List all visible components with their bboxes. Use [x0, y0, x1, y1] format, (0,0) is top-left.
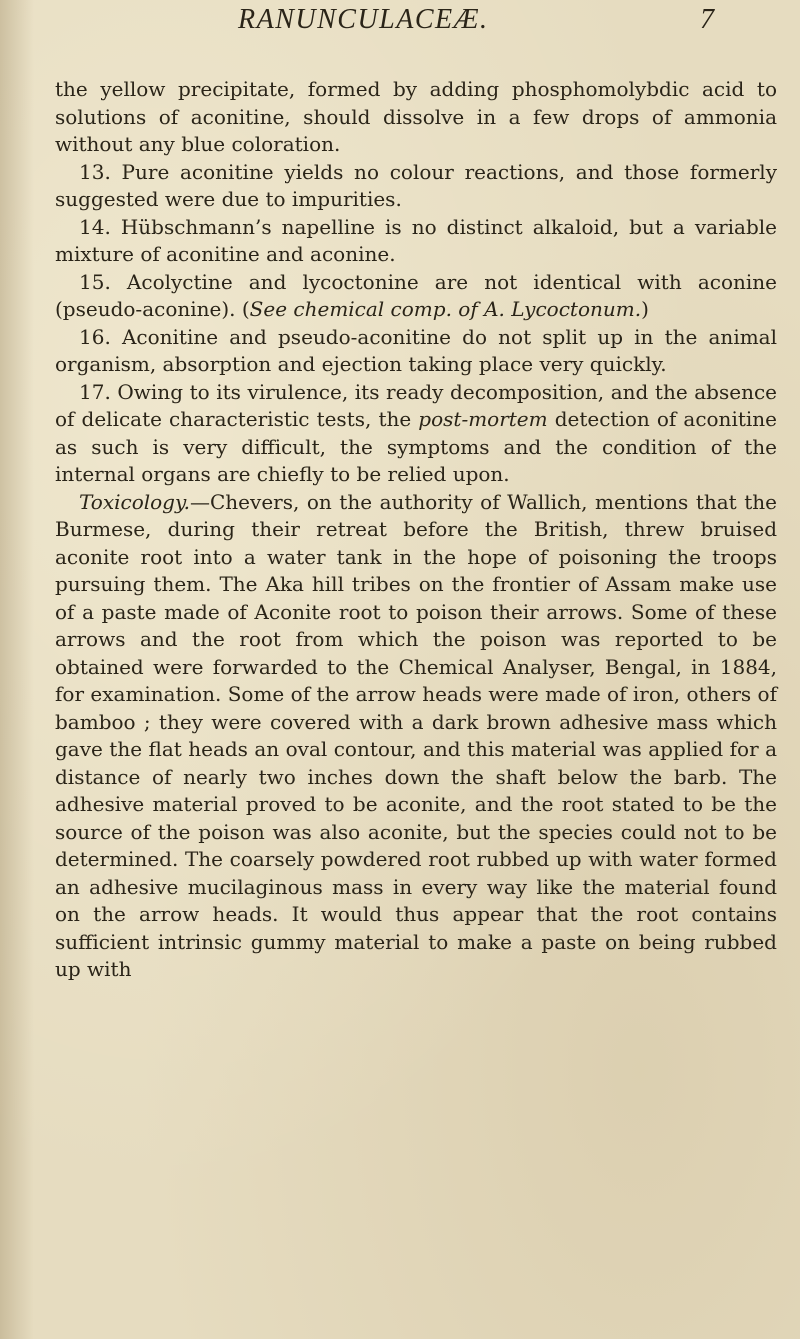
- paragraph-15-tail: ): [641, 297, 649, 321]
- paragraph-17-text-2: detection of aconitine as such is very difficult, the symptoms and the condition of the internal organs are chiefly to be relied upon.: [55, 407, 777, 486]
- toxicology-text: —Chevers, on the authority of Wallich, mentions that the Burmese, during their retreat before the British, threw bruised aconite root into a water tank in the hope of poisoning the troops pursuing them. The Aka hill tribes on the frontier of Assam make use of a paste made of Aconite root to poison their arrows. Some of these arrows and the root from which the poison was reported to be obtained were forwarded to the Chemical Analyser, Bengal, in 1884, for examination. Some of the arrow heads were made of iron, others of bamboo ; they were covered with a dark brown adhesive mass which gave the flat heads an oval contour, and this material was applied for a distance of nearly two inches down the shaft below the barb. The adhesive material proved to be aconite, and the root stated to be the source of the poison was also aconite, but the species could not to be determined. The coarsely powdered root rubbed up with water formed an adhesive mucilaginous mass in every way like the material found on the arrow heads. It would thus appear that the root contains sufficient intrinsic gummy material to make a paste on being rubbed up with: [55, 489, 777, 981]
- paragraph-17-italic: post-mortem: [418, 407, 548, 431]
- paragraph-14: 14. Hübschmann’s napelline is no distinct alkaloid, but a variable mixture of aconitine and aconine.: [55, 214, 777, 266]
- page-number: 7: [700, 4, 714, 35]
- binding-shadow: [0, 0, 34, 1339]
- body-text: [55, 76, 777, 984]
- paragraph-toxicology: [55, 489, 777, 984]
- toxicology-heading: Toxicology.: [79, 489, 190, 514]
- paragraph-17-text-1: 17. Owing to its virulence, its ready decomposition, and the absence of delicate characteristic tests, the: [55, 379, 777, 431]
- paragraph-15-text: 15. Acolyctine and lycoctonine are not identical with aconine (pseudo-aconine). (: [55, 269, 777, 321]
- paragraph-continued: the yellow precipitate, formed by adding phosphomolybdic acid to solutions of aconitine, should dissolve in a few drops of ammonia without any blue coloration.: [55, 77, 777, 156]
- paragraph-17: [55, 379, 777, 489]
- page-header: [0, 4, 800, 44]
- paragraph-15: [55, 269, 777, 324]
- paragraph-15-reference: See chemical comp. of A. Lycoctonum.: [249, 297, 642, 321]
- running-title: RANUNCULACEÆ.: [238, 4, 489, 35]
- paragraph-16: 16. Aconitine and pseudo-aconitine do not split up in the animal organism, absorption and ejection taking place very quickly.: [55, 324, 777, 376]
- paragraph-13: 13. Pure aconitine yields no colour reactions, and those formerly suggested were due to impurities.: [55, 159, 777, 211]
